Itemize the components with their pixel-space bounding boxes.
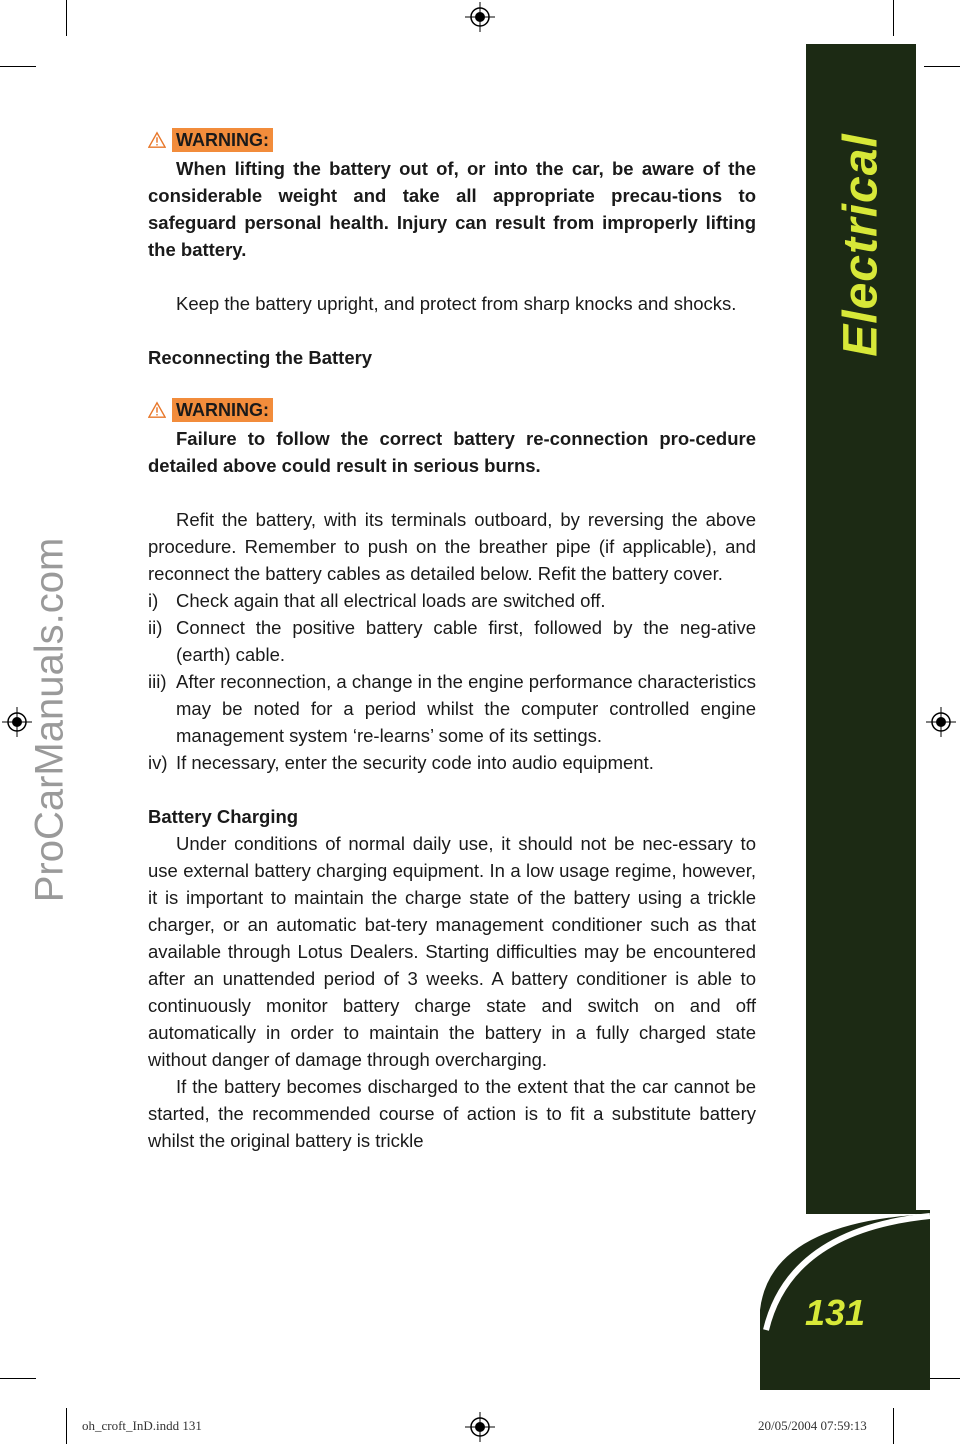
footer-timestamp: 20/05/2004 07:59:13 — [758, 1418, 867, 1433]
reconnect-steps — [148, 587, 756, 776]
list-item: i) Check again that all electrical loads are switched off. — [148, 590, 606, 611]
crop-mark — [0, 66, 36, 67]
list-item: iv) If necessary, enter the security code into audio equipment. — [148, 752, 654, 773]
list-item: iii) After reconnection, a change in the engine performance characteristics may be noted for a period whilst the computer controlled engine management system ‘re-learns’ some of its settings. — [148, 671, 756, 746]
warning-triangle-icon — [148, 131, 166, 149]
crop-mark — [924, 66, 960, 67]
warning-label: WARNING: — [172, 398, 273, 422]
warning-text: When lifting the battery out of, or into the car, be aware of the considerable weight and take all appropriate precau-tions to safeguard personal health. Injury can result from improperly lifting the battery. — [148, 158, 756, 260]
crop-mark — [66, 1408, 67, 1444]
registration-mark-icon — [926, 707, 956, 737]
warning-label: WARNING: — [172, 128, 273, 152]
section-heading: Battery Charging — [148, 806, 299, 827]
crop-mark — [66, 0, 67, 36]
registration-mark-icon — [465, 2, 495, 32]
watermark: ProCarManuals.com — [27, 537, 72, 903]
list-item: ii) Connect the positive battery cable first, followed by the neg-ative (earth) cable. — [148, 617, 756, 665]
crop-mark — [893, 1408, 894, 1444]
warning-header — [148, 398, 756, 422]
registration-mark-icon — [465, 1412, 495, 1442]
body-paragraph: If the battery becomes discharged to the extent that the car cannot be started, the recommended course of action is to fit a substitute battery whilst the original battery is trickle — [148, 1076, 756, 1151]
crop-mark — [893, 0, 894, 36]
footer-filename: oh_croft_InD.indd 131 — [82, 1418, 202, 1433]
section-heading: Reconnecting the Battery — [148, 347, 373, 368]
page-number: 131 — [804, 1292, 866, 1333]
page-content — [148, 128, 756, 1154]
body-paragraph: Refit the battery, with its terminals outboard, by reversing the above procedure. Remember to push on the breather pipe (if applicable), and reconnect the battery cables as detailed below. Refit the battery cover. — [148, 509, 756, 584]
warning-header — [148, 128, 756, 152]
warning-text: Failure to follow the correct battery re-connection pro-cedure detailed above could result in serious burns. — [148, 428, 756, 476]
warning-triangle-icon — [148, 401, 166, 419]
body-paragraph: Under conditions of normal daily use, it should not be nec-essary to use external battery charging equipment. In a low usage regime, however, it is important to maintain the charge state of the battery using a trickle charger, or an automatic bat-tery management conditioner such as that available through Lotus Dealers. Starting difficulties may be encountered after an unattended period of 3 weeks. A battery conditioner is able to continuously monitor battery charge state and switch on and off automatically in order to maintain the battery in a fully charged state without danger of damage through overcharging. — [148, 833, 756, 1070]
body-paragraph: Keep the battery upright, and protect from sharp knocks and shocks. — [176, 293, 737, 314]
crop-mark — [0, 1378, 36, 1379]
section-title: Electrical — [834, 133, 888, 357]
